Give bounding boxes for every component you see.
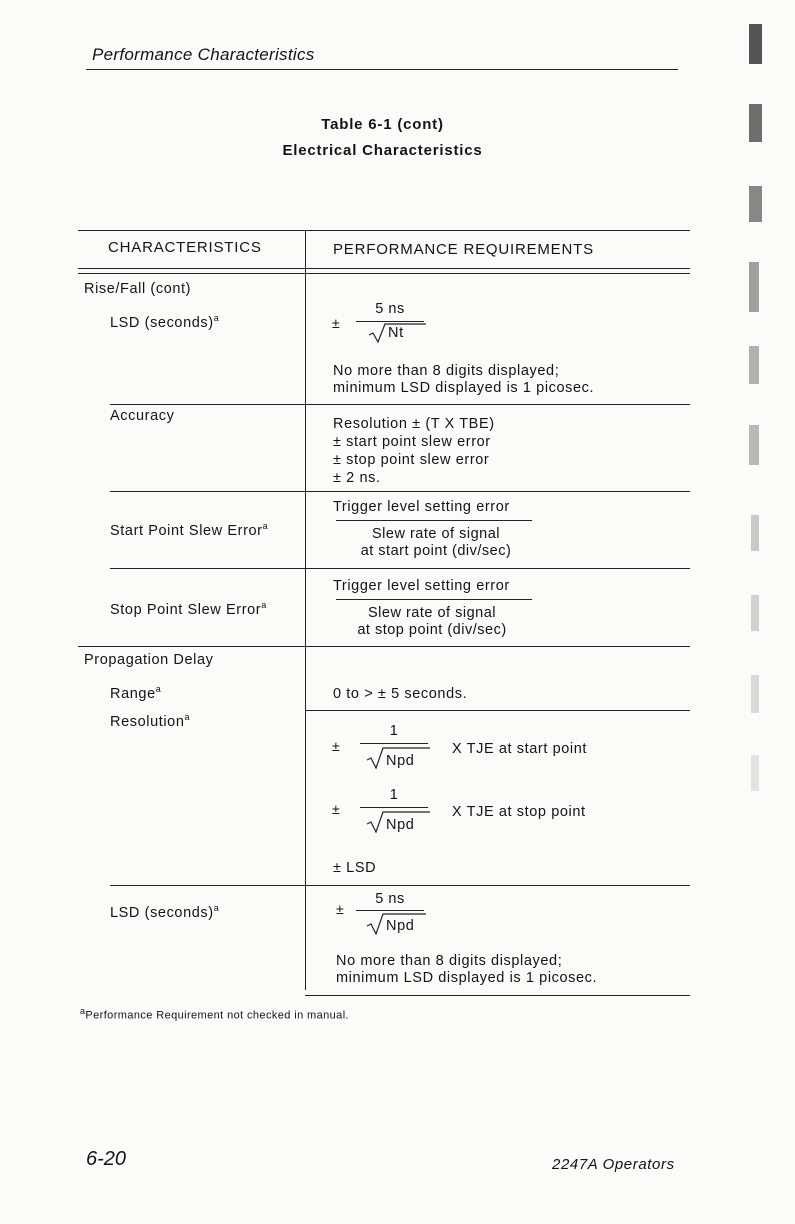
fraction-bar [360,807,428,808]
row-rule [305,710,690,711]
res-denominator-1: Npd [386,753,415,769]
fraction-bar [336,520,532,521]
fraction-bar [360,743,428,744]
section-title: Performance Characteristics [92,45,315,64]
footnote-marker: a [80,1006,86,1016]
section-rule [78,646,690,647]
header-rule-1 [78,268,690,269]
stop-slew-numerator: Trigger level setting error [333,578,510,594]
fraction-bar [356,910,424,911]
column-divider [305,230,306,990]
index-tab-mark [749,186,762,222]
index-tab-mark [749,425,759,465]
lsd2-denominator: Npd [386,918,415,934]
accuracy-line1: Resolution ± (T X TBE) [333,416,495,432]
start-slew-label: Start Point Slew Error$^a$ [110,521,269,539]
lsd1-label: LSD (seconds)$^a$ [110,313,220,331]
start-slew-den2: at start point (div/sec) [360,543,512,559]
range-label: Range$^a$ [110,684,162,702]
footnote-marker: a [155,684,162,694]
fraction-bar [336,599,532,600]
row-rule [110,568,690,569]
lsd1-denominator: Nt [388,325,404,341]
start-slew-den1: Slew rate of signal [372,526,500,542]
lsd1-note2: minimum LSD displayed is 1 picosec. [333,380,595,396]
res-denominator-2: Npd [386,817,415,833]
lsd1-numerator: 5 ns [375,301,405,317]
res-numerator-1: 1 [389,723,399,739]
index-tab-mark [751,595,759,631]
row-rule [110,404,690,405]
resolution-label: Resolution$^a$ [110,712,191,730]
index-tab-mark [749,346,759,384]
footnote-marker: a [213,903,220,913]
stop-slew-den1: Slew rate of signal [368,605,496,621]
res-numerator-2: 1 [389,787,399,803]
stop-slew-den2: at stop point (div/sec) [357,622,507,638]
index-tab-mark [749,262,759,312]
table-subtitle: Electrical Characteristics [282,142,483,159]
index-tab-mark [751,755,759,791]
footnote-marker: a [213,313,220,323]
rise-fall-label: Rise/Fall (cont) [84,281,192,297]
row-rule [110,491,690,492]
lsd2-note2: minimum LSD displayed is 1 picosec. [336,970,598,986]
document-title: 2247A Operators [552,1156,675,1173]
lsd2-note1: No more than 8 digits displayed; [336,953,563,969]
plus-minus-sign: ± [332,801,341,817]
col1-header: CHARACTERISTICS [108,239,262,256]
accuracy-label: Accuracy [110,408,175,424]
footnote: $^a$Performance Requirement not checked in manual. [80,1006,349,1022]
plus-minus-sign: ± [332,738,341,754]
index-tab-mark [751,675,759,713]
index-tab-mark [751,515,759,551]
plus-minus-sign: ± [336,901,345,917]
header-rule-2 [78,273,690,274]
lsd1-note1: No more than 8 digits displayed; [333,363,560,379]
footnote-marker: a [184,712,191,722]
res-tail-2: X TJE at stop point [452,804,586,820]
accuracy-line3: ± stop point slew error [333,452,490,468]
index-tab-mark [749,24,762,64]
lsd2-label: LSD (seconds)$^a$ [110,903,220,921]
start-slew-numerator: Trigger level setting error [333,499,510,515]
table-title: Table 6-1 (cont) [321,116,444,133]
lsd2-numerator: 5 ns [375,891,405,907]
table-bottom-rule [305,995,690,996]
table-top-rule [78,230,690,231]
accuracy-line4: ± 2 ns. [333,470,381,486]
range-value: 0 to > ± 5 seconds. [333,686,468,702]
accuracy-line2: ± start point slew error [333,434,491,450]
footnote-marker: a [261,600,267,610]
res-line3: ± LSD [333,860,377,876]
page-number: 6-20 [86,1148,127,1170]
res-tail-1: X TJE at start point [452,741,588,757]
plus-minus-sign: ± [332,315,341,331]
col2-header: PERFORMANCE REQUIREMENTS [333,241,594,258]
footnote-marker: a [262,521,269,531]
prop-delay-label: Propagation Delay [84,652,214,668]
row-rule [110,885,690,886]
index-tab-mark [749,104,762,142]
header-rule [86,69,678,70]
stop-slew-label: Stop Point Slew Error$^a$ [110,600,267,618]
